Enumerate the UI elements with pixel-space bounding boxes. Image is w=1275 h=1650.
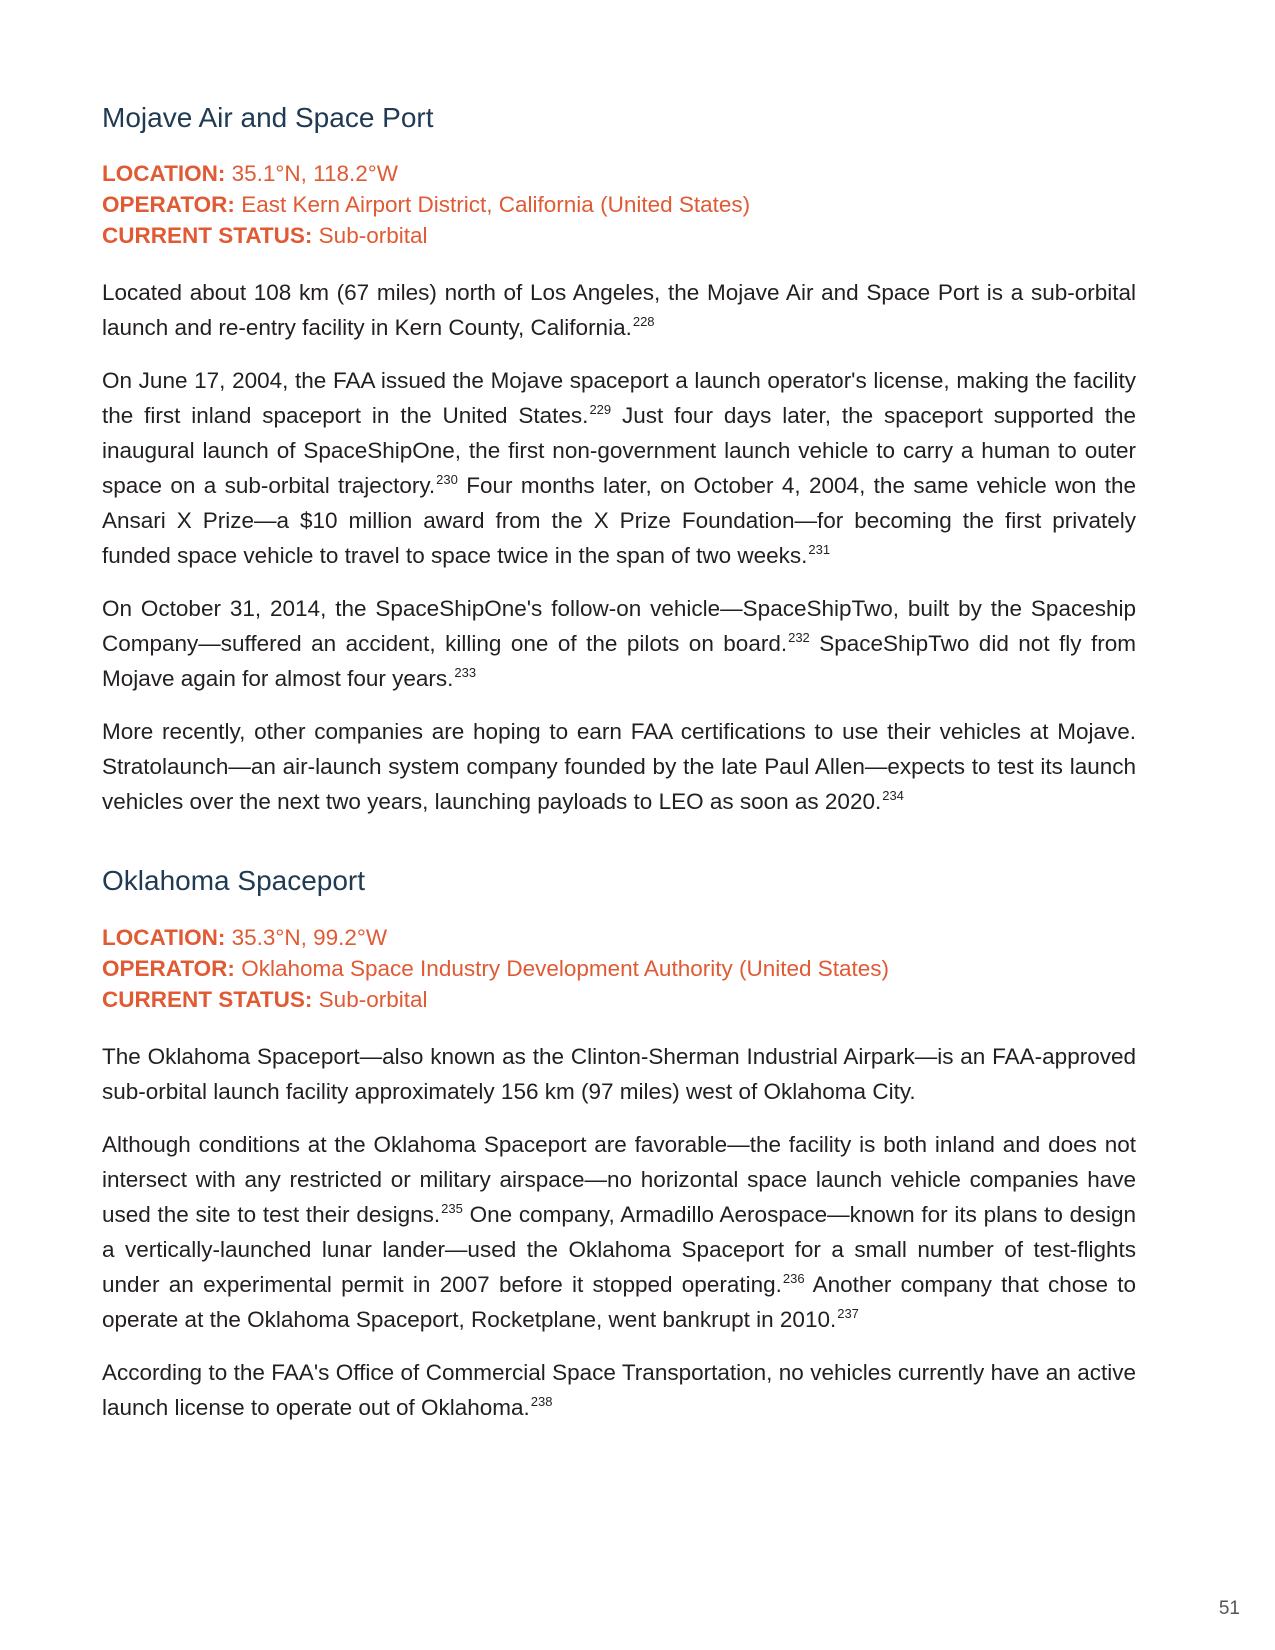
footnote-ref: 234: [882, 788, 904, 804]
section-oklahoma: [102, 863, 1136, 1424]
facility-meta: [102, 158, 1136, 251]
footnote-ref: 233: [454, 665, 477, 681]
paragraph: Located about 108 km (67 miles) north of Los Angeles, the Mojave Air and Space Port is a sub-orbital launch and re-entry facility in Kern County, California.$^{228}$: [102, 280, 1136, 341]
document-page: [102, 100, 1136, 1443]
section-mojave: [102, 100, 1136, 819]
paragraph: Although conditions at the Oklahoma Spaceport are favorable—the facility is both inland and does not intersect with any restricted or military airspace—no horizontal space launch vehicle companies have used the site to test their designs.$^{235}$ One company, Armadillo Aerospace—known for its plans to design a vertically-launched lunar lander—used the Oklahoma Spaceport for a small number of test-flights under an experimental permit in 2007 before it stopped operating.$^{236}$ Another company that chose to operate at the Oklahoma Spaceport, Rocketplane, went bankrupt in 2010.$^{237}$: [102, 1131, 1137, 1332]
footnote-ref: 235: [441, 1200, 463, 1216]
paragraph: On June 17, 2004, the FAA issued the Mojave spaceport a launch operator's license, making the facility the first inland spaceport in the United States.$^{229}$ Just four days later, the spaceport supported the inaugural launch of SpaceShipOne, the first non-government launch vehicle to carry a human to outer space on a sub-orbital trajectory.$^{230}$ Four months later, on October 4, 2004, the same vehicle won the Ansari X Prize—a $10 million award from the X Prize Foundation—for becoming the first privately funded space vehicle to travel to space twice in the span of two weeks.$^{231}$: [102, 368, 1136, 569]
paragraph: More recently, other companies are hoping to earn FAA certifications to use their vehicles at Mojave. Stratolaunch—an air-launch system company founded by the late Paul Allen—expects to test its launch vehicles over the next two years, launching payloads to LEO as soon as 2020.$^{234}$: [102, 719, 1136, 815]
footnote-ref: 238: [530, 1393, 553, 1409]
paragraph: According to the FAA's Office of Commercial Space Transportation, no vehicles currently have an active launch license to operate out of Oklahoma.$^{238}$: [102, 1359, 1136, 1420]
footnote-ref: 231: [808, 542, 831, 558]
location-line: LOCATION: 35.3°N, 99.2°W: [102, 924, 388, 950]
footnote-ref: 230: [436, 472, 458, 488]
status-line: CURRENT STATUS: Sub-orbital: [102, 223, 428, 249]
operator-line: OPERATOR: Oklahoma Space Industry Development Authority (United States): [102, 955, 890, 981]
section-title: Mojave Air and Space Port: [102, 102, 434, 133]
section-title: Oklahoma Spaceport: [102, 865, 366, 897]
footnote-ref: 236: [782, 1270, 805, 1286]
operator-line: OPERATOR: East Kern Airport District, California (United States): [102, 192, 751, 218]
facility-meta: [102, 922, 1136, 1015]
paragraph: On October 31, 2014, the SpaceShipOne's follow-on vehicle—SpaceShipTwo, built by the Spaceship Company—suffered an accident, killing one of the pilots on board.$^{232}$ SpaceShipTwo did not fly from Mojave again for almost four years.$^{233}$: [102, 596, 1136, 692]
status-line: CURRENT STATUS: Sub-orbital: [102, 986, 428, 1012]
footnote-ref: 229: [589, 402, 612, 418]
paragraph: The Oklahoma Spaceport—also known as the Clinton-Sherman Industrial Airpark—is an FAA-approved sub-orbital launch facility approximately 156 km (97 miles) west of Oklahoma City.: [102, 1043, 1136, 1104]
page-number: 51: [1218, 1598, 1240, 1619]
footnote-ref: 228: [632, 314, 655, 330]
location-line: LOCATION: 35.1°N, 118.2°W: [102, 161, 398, 187]
footnote-ref: 232: [788, 630, 810, 646]
footnote-ref: 237: [837, 1305, 859, 1321]
